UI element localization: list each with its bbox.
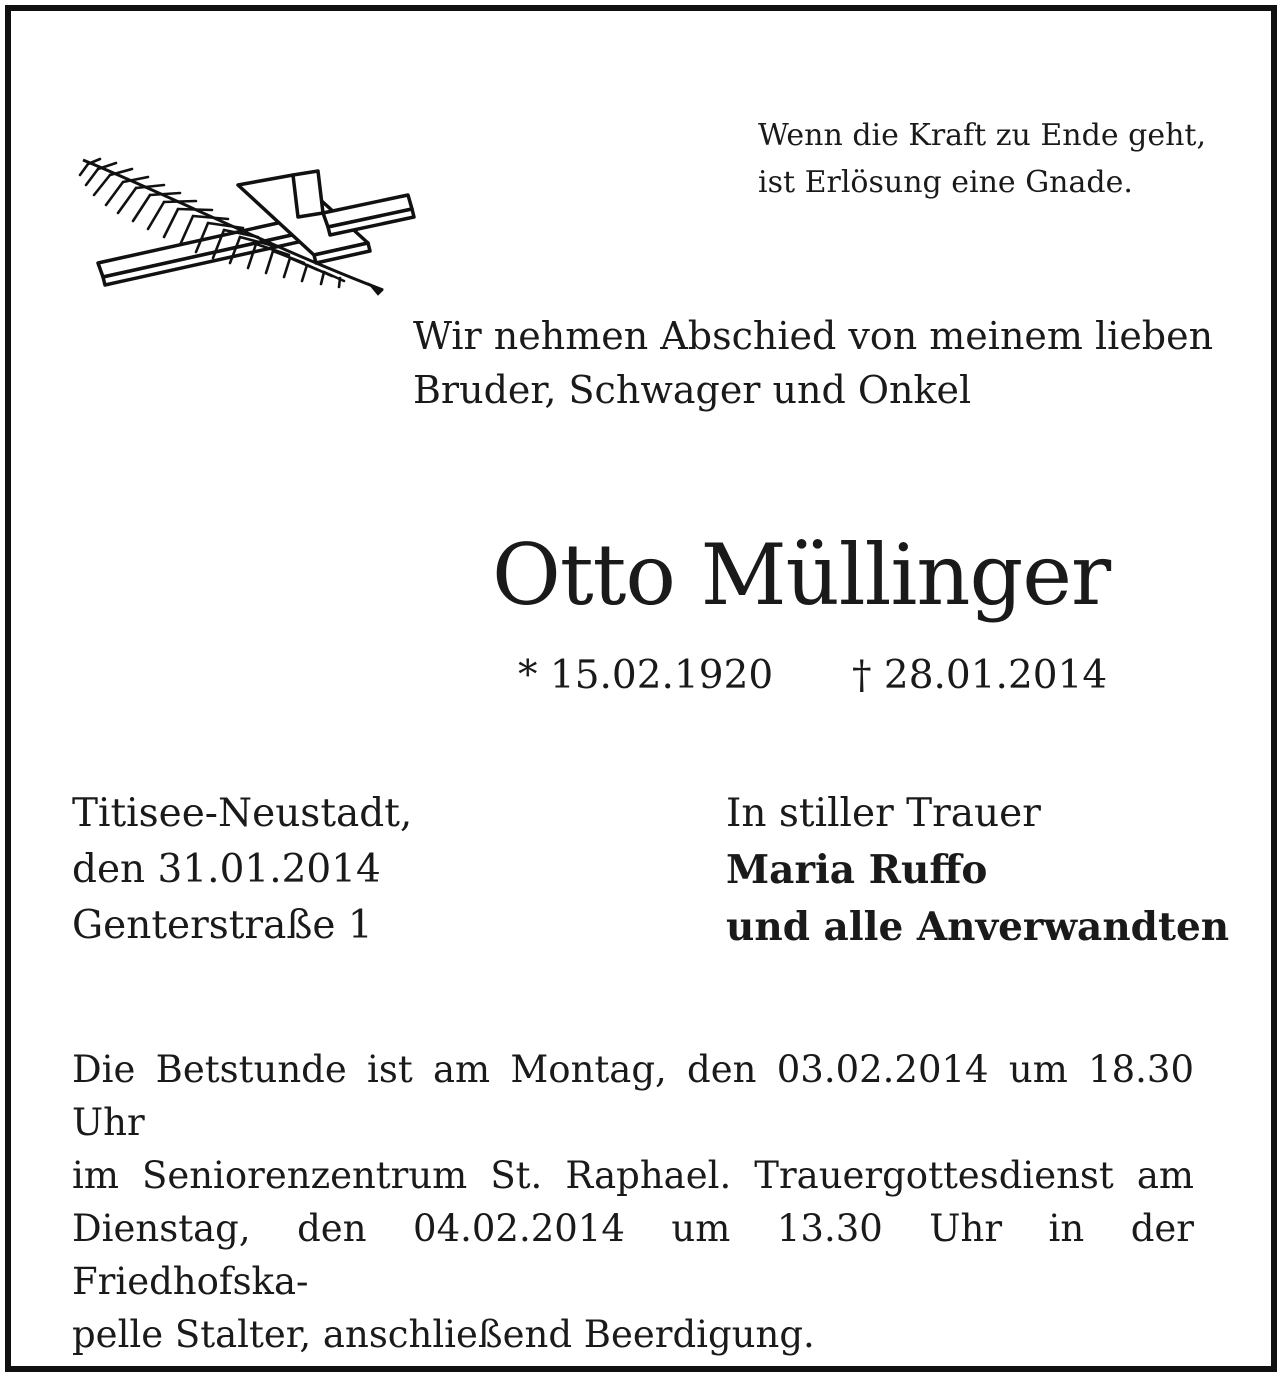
cross-with-palm-branch-icon — [78, 155, 418, 300]
notice-line: pelle Stalter, anschließend Beerdigung. — [72, 1313, 815, 1356]
death-date: † 28.01.2014 — [852, 653, 1108, 698]
notice-line: im Seniorenzentrum St. Raphael. Trauergottesdienst am — [72, 1154, 1194, 1197]
mourner-name: Maria Ruffo — [726, 847, 988, 893]
service-notice — [72, 1043, 1194, 1361]
place-and-date — [72, 786, 412, 954]
intro-line: Wir nehmen Abschied von meinem lieben — [413, 314, 1214, 358]
address-line: Genterstraße 1 — [72, 903, 373, 948]
quote — [758, 112, 1206, 206]
birth-date: * 15.02.1920 — [518, 653, 774, 698]
mourner-relatives: und alle Anverwandten — [726, 904, 1230, 950]
deceased-name: Otto Müllinger — [492, 526, 1111, 624]
notice-line: Die Betstunde ist am Montag, den 03.02.2014 um 18.30 Uhr — [72, 1048, 1194, 1144]
intro-line: Bruder, Schwager und Onkel — [413, 368, 972, 412]
place-line: Titisee-Neustadt, — [72, 791, 413, 836]
notice-line: Dienstag, den 04.02.2014 um 13.30 Uhr in der Friedhofska- — [72, 1207, 1194, 1303]
mourners — [726, 786, 1229, 956]
mourners-heading: In stiller Trauer — [726, 791, 1041, 836]
date-line: den 31.01.2014 — [72, 847, 381, 892]
quote-line: Wenn die Kraft zu Ende geht, — [758, 118, 1206, 153]
intro-text — [413, 309, 1213, 417]
quote-line: ist Erlösung eine Gnade. — [758, 165, 1133, 200]
